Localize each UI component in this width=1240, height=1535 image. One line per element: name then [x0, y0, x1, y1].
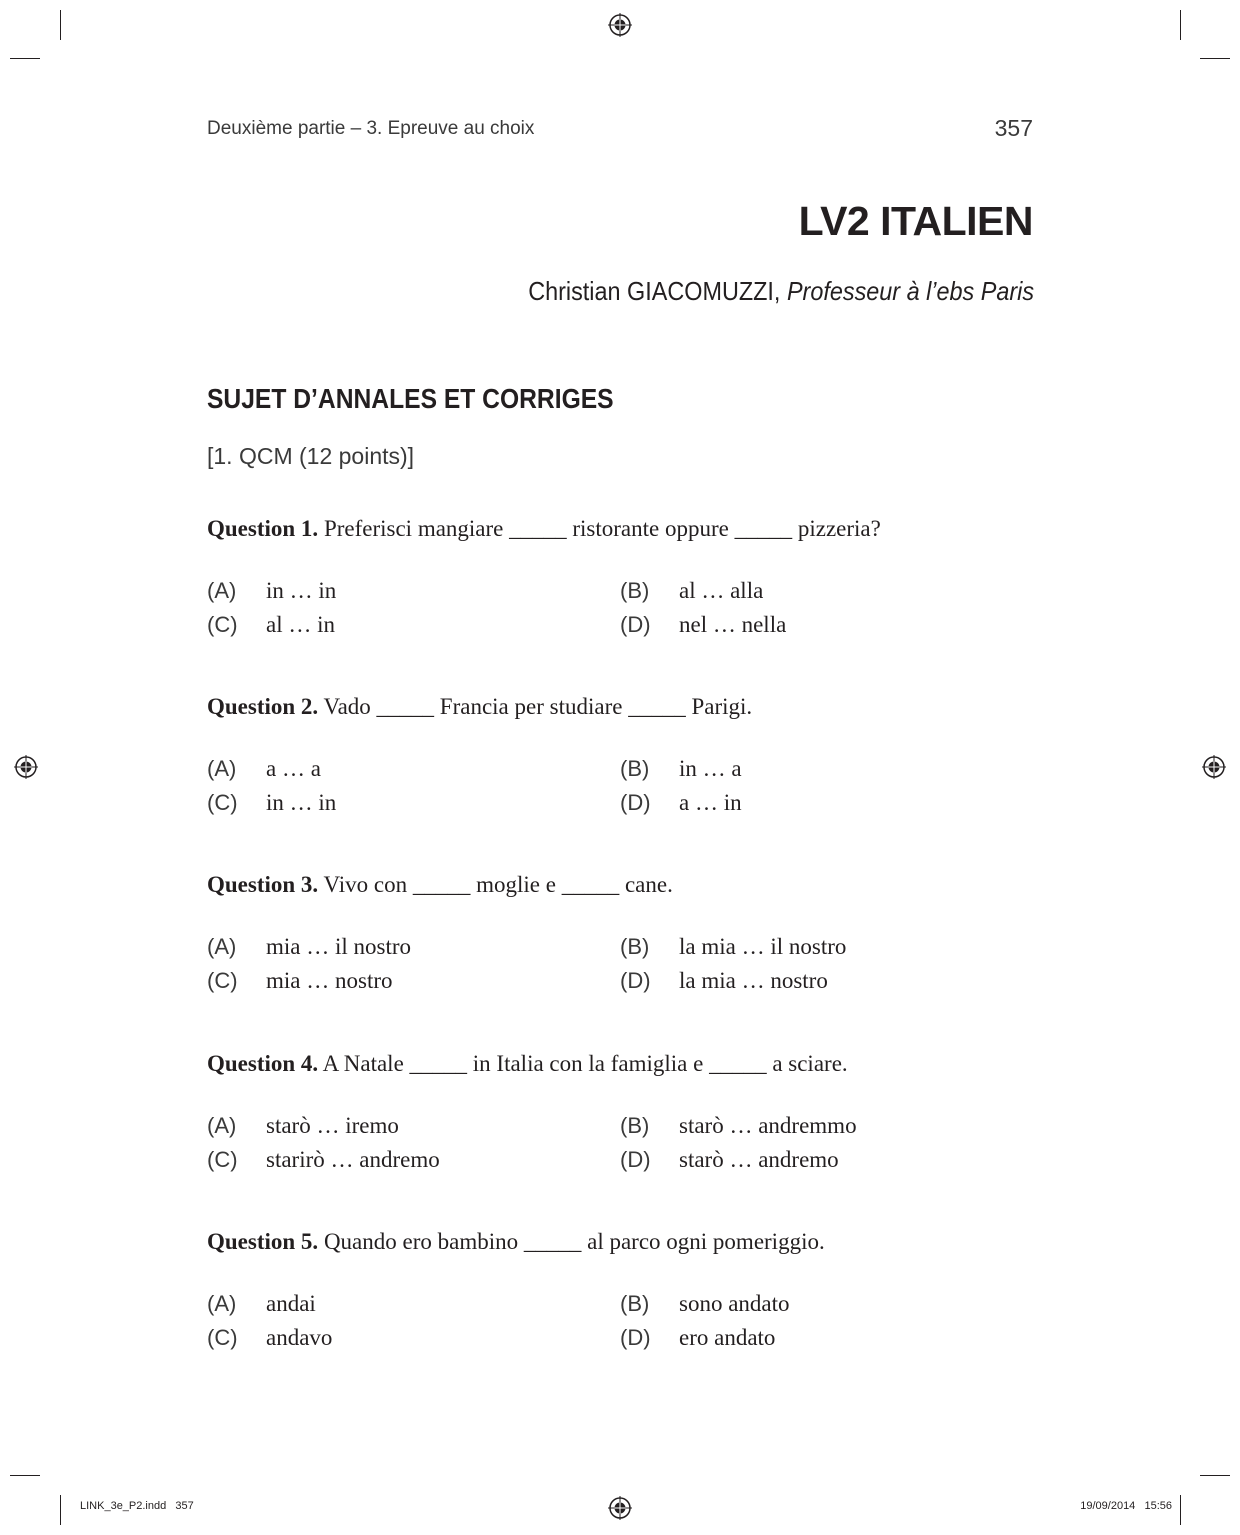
- question-text: [207, 1228, 1037, 1256]
- registration-mark-icon: [1202, 755, 1226, 779]
- author-name: Christian GIACOMUZZI,: [528, 276, 781, 306]
- crop-mark: [1180, 10, 1181, 40]
- question-4: [207, 1050, 1037, 1183]
- option-text: in … in: [266, 790, 337, 815]
- answer-options: [207, 756, 1037, 826]
- question-text: [207, 1050, 1037, 1078]
- option-text: andavo: [266, 1325, 333, 1350]
- option-letter: (C): [207, 790, 238, 815]
- question-text: [207, 693, 1037, 721]
- option-text: starò … andremmo: [679, 1113, 857, 1138]
- option-text: in … a: [679, 756, 742, 781]
- option-letter: (C): [207, 612, 238, 637]
- crop-mark: [1200, 58, 1230, 59]
- answer-options: [207, 934, 1037, 1004]
- option-text: starò … iremo: [266, 1113, 399, 1138]
- option-letter: (D): [620, 1325, 651, 1350]
- registration-mark-icon: [608, 1496, 632, 1520]
- option-text: starò … andremo: [679, 1147, 839, 1172]
- crop-mark: [1200, 1475, 1230, 1476]
- option-text: la mia … nostro: [679, 968, 828, 993]
- author-line: [528, 276, 1034, 307]
- option-letter: (C): [207, 1147, 238, 1172]
- option-text: al … alla: [679, 578, 764, 603]
- option-letter: (B): [620, 934, 650, 959]
- section-title: SUJET D’ANNALES ET CORRIGES: [207, 383, 614, 414]
- option-text: in … in: [266, 578, 337, 603]
- option-text: starirò … andremo: [266, 1147, 440, 1172]
- question-1: [207, 515, 1037, 648]
- page-title: LV2 ITALIEN: [798, 198, 1033, 244]
- option-letter: (B): [620, 756, 650, 781]
- question-label: Question 3.: [207, 872, 319, 897]
- option-text: al … in: [266, 612, 335, 637]
- question-prompt: Vado _____ Francia per studiare _____ Parigi.: [323, 694, 753, 719]
- subsection-label: [1. QCM (12 points)]: [207, 443, 415, 469]
- registration-mark-icon: [608, 13, 632, 37]
- registration-mark-icon: [14, 755, 38, 779]
- option-letter: (B): [620, 1113, 650, 1138]
- question-label: Question 4.: [207, 1051, 319, 1076]
- question-prompt: Vivo con _____ moglie e _____ cane.: [323, 872, 673, 897]
- question-label: Question 2.: [207, 694, 319, 719]
- question-text: [207, 515, 1037, 543]
- option-letter: (D): [620, 1147, 651, 1172]
- option-letter: (B): [620, 578, 650, 603]
- crop-mark: [60, 10, 61, 40]
- option-letter: (C): [207, 1325, 238, 1350]
- option-letter: (C): [207, 968, 238, 993]
- option-letter: (A): [207, 934, 237, 959]
- option-letter: (A): [207, 756, 237, 781]
- option-letter: (A): [207, 1113, 237, 1138]
- option-text: sono andato: [679, 1291, 790, 1316]
- option-letter: (D): [620, 790, 651, 815]
- crop-mark: [60, 1495, 61, 1525]
- crop-mark: [10, 1475, 40, 1476]
- option-text: la mia … il nostro: [679, 934, 847, 959]
- timestamp-slug: 19/09/2014 15:56: [1080, 1500, 1172, 1512]
- question-3: [207, 871, 1037, 1004]
- option-letter: (B): [620, 1291, 650, 1316]
- question-text: [207, 871, 1037, 899]
- option-letter: (A): [207, 578, 237, 603]
- option-text: a … a: [266, 756, 321, 781]
- question-label: Question 5.: [207, 1229, 319, 1254]
- file-slug: LINK_3e_P2.indd 357: [80, 1500, 194, 1512]
- option-text: mia … il nostro: [266, 934, 412, 959]
- crop-mark: [10, 58, 40, 59]
- question-2: [207, 693, 1037, 826]
- question-prompt: Preferisci mangiare _____ ristorante oppure _____ pizzeria?: [323, 516, 881, 541]
- page-number: 357: [994, 115, 1033, 141]
- question-prompt: Quando ero bambino _____ al parco ogni pomeriggio.: [323, 1229, 825, 1254]
- option-text: mia … nostro: [266, 968, 393, 993]
- question-5: [207, 1228, 1037, 1361]
- option-text: andai: [266, 1291, 316, 1316]
- option-letter: (D): [620, 612, 651, 637]
- running-head: Deuxième partie – 3. Epreuve au choix: [207, 118, 535, 139]
- question-prompt: A Natale _____ in Italia con la famiglia e _____ a sciare.: [322, 1051, 848, 1076]
- option-letter: (D): [620, 968, 651, 993]
- question-label: Question 1.: [207, 516, 319, 541]
- option-text: a … in: [679, 790, 742, 815]
- option-letter: (A): [207, 1291, 237, 1316]
- answer-options: [207, 1291, 1037, 1361]
- option-text: nel … nella: [679, 612, 787, 637]
- author-role: Professeur à l’ebs Paris: [786, 276, 1034, 306]
- crop-mark: [1180, 1495, 1181, 1525]
- option-text: ero andato: [679, 1325, 776, 1350]
- answer-options: [207, 578, 1037, 648]
- answer-options: [207, 1113, 1037, 1183]
